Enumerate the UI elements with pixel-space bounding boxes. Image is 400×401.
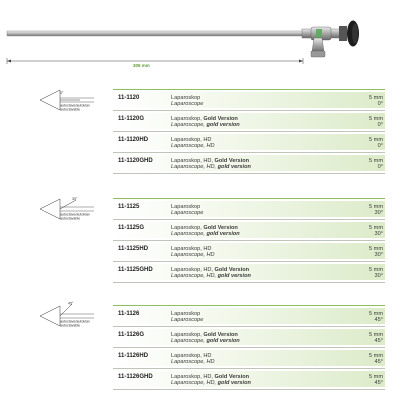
spec: 5 mm 30° xyxy=(369,246,383,259)
description: Laparoskop, HD Laparoscope, HD xyxy=(171,137,215,150)
description: Laparoskop Laparoscope xyxy=(171,204,204,217)
article-number: 11-1126GHD xyxy=(118,374,153,380)
angle-label: 0° xyxy=(60,91,64,95)
article-number: 11-1126HD xyxy=(118,353,149,359)
description: Laparoskop, Gold Version Laparoscope, gold version xyxy=(171,225,240,238)
angle-label: 30° xyxy=(72,197,78,201)
spec: 5 mm 45° xyxy=(369,332,383,345)
laparoscope-illustration xyxy=(0,0,400,80)
table-row xyxy=(113,199,385,220)
table-row xyxy=(113,348,385,369)
table-row xyxy=(113,153,385,174)
spec: 5 mm 0° xyxy=(369,137,383,150)
table-row xyxy=(113,306,385,327)
diagram-text: autoclavable xyxy=(60,323,81,328)
table-row xyxy=(113,262,385,283)
view-angle-diagram-45 xyxy=(32,300,107,340)
dimension-label: 305 mm xyxy=(133,63,150,68)
article-number: 11-1126 xyxy=(118,311,140,317)
diagram-text: autoclavable xyxy=(60,216,81,221)
product-group-30-degree xyxy=(0,193,400,289)
spec: 5 mm 0° xyxy=(369,95,383,108)
view-angle-diagram-30 xyxy=(32,193,107,233)
article-number: 11-1126G xyxy=(118,332,145,338)
description: Laparoskop, Gold Version Laparoscope, gold version xyxy=(171,116,240,129)
description: Laparoskop, HD, Gold Version Laparoscope, HD, gold version xyxy=(171,158,251,171)
article-number: 11-1125HD xyxy=(118,246,149,252)
angle-label: 45° xyxy=(68,301,74,306)
description: Laparoskop, HD, Gold Version Laparoscope, HD, gold version xyxy=(171,374,251,387)
description: Laparoskop, HD Laparoscope, HD xyxy=(171,353,215,366)
description: Laparoskop, Gold Version Laparoscope, gold version xyxy=(171,332,240,345)
spec: 5 mm 45° xyxy=(369,353,383,366)
description: Laparoskop, HD, Gold Version Laparoscope, HD, gold version xyxy=(171,267,251,280)
spec: 5 mm 45° xyxy=(369,311,383,324)
diagram-text: autoclave/autoklav xyxy=(60,103,90,108)
scope-eyepiece xyxy=(339,21,359,47)
article-number: 11-1120 xyxy=(118,95,140,101)
table-row xyxy=(113,369,385,390)
article-number: 11-1125GHD xyxy=(118,267,153,273)
diagram-text: autoclavable xyxy=(60,107,81,112)
article-number: 11-1125 xyxy=(118,204,140,210)
spec: 5 mm 30° xyxy=(369,267,383,280)
scope-body xyxy=(302,27,340,57)
description: Laparoskop, HD Laparoscope, HD xyxy=(171,246,215,259)
spec: 5 mm 0° xyxy=(369,158,383,171)
product-group-45-degree xyxy=(0,300,400,396)
article-number: 11-1125G xyxy=(118,225,145,231)
spec: 5 mm 30° xyxy=(369,225,383,238)
diagram-text: autoclave/autoklav xyxy=(60,212,90,217)
article-number: 11-1120GHD xyxy=(118,158,153,164)
table-row xyxy=(113,220,385,241)
table-row xyxy=(113,132,385,153)
spec: 5 mm 0° xyxy=(369,116,383,129)
table-row xyxy=(113,90,385,111)
diagram-text: autoclave/autoklav xyxy=(60,319,90,324)
spec: 5 mm 45° xyxy=(369,374,383,387)
article-number: 11-1120G xyxy=(118,116,145,122)
table-row xyxy=(113,241,385,262)
description: Laparoskop Laparoscope xyxy=(171,95,204,108)
table-row xyxy=(113,111,385,132)
table-row xyxy=(113,327,385,348)
product-group-0-degree xyxy=(0,84,400,180)
article-number: 11-1120HD xyxy=(118,137,149,143)
view-angle-diagram-0 xyxy=(32,84,107,124)
spec: 5 mm 30° xyxy=(369,204,383,217)
dimension-line xyxy=(7,58,303,64)
scope-shaft xyxy=(7,31,303,36)
description: Laparoskop Laparoscope xyxy=(171,311,204,324)
